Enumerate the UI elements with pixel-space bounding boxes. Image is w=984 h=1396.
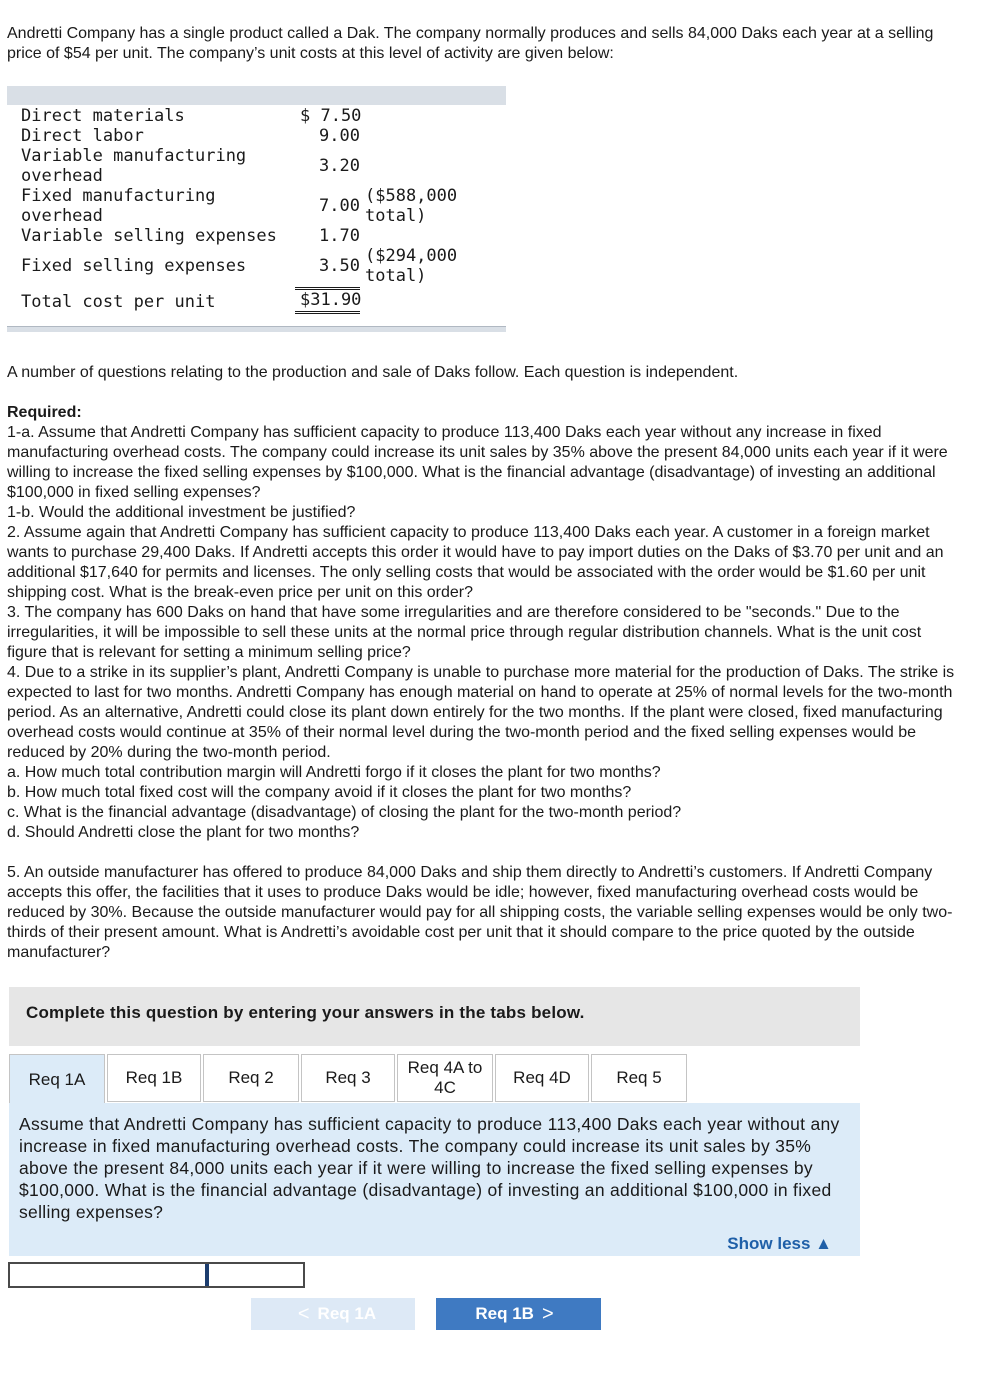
required-4b: b. How much total fixed cost will the company avoid if it closes the plant for two months? (7, 784, 632, 801)
unit-cost-table (7, 86, 506, 332)
table-header-bar (7, 86, 506, 105)
tab-label: Req 3 (325, 1068, 371, 1087)
cost-note-fixed-mfg-overhead-line1: ($588,000 (365, 186, 458, 206)
cost-label-direct-labor: Direct labor (21, 126, 144, 146)
required-2: 2. Assume again that Andretti Company has sufficient capacity to produce 113,400 Daks each year. A customer in a foreign market wants to purchase 29,400 Daks. If Andretti accepts this order it would have to pay import duties on the Daks of $3.70 per unit and an additional $17,640 for permits and licenses. The only selling costs that would be associated with the order would be $1.60 per unit shipping cost. What is the break-even price per unit on this order? (7, 524, 944, 601)
required-4c: c. What is the financial advantage (disadvantage) of closing the plant for the two-month period? (7, 804, 682, 821)
tab-req-4d[interactable] (495, 1054, 589, 1102)
required-4: 4. Due to a strike in its supplier’s plant, Andretti Company is unable to purchase more material for the production of Daks. The strike is expected to last for two months. Andretti Company has enough material on hand to operate at 25% of normal levels for the two-month period. As an alternative, Andretti could close its plant down entirely for the two months. If the plant were closed, fixed manufacturing overhead costs would continue at 35% of their normal level during the two-month period and the fixed selling expenses would be reduced by 20% during the two-month period. (7, 664, 955, 761)
tab-label: Req 2 (228, 1068, 274, 1087)
tab-label: Req 4D (513, 1068, 571, 1087)
cost-label-fixed-selling: Fixed selling expenses (21, 256, 247, 276)
tab-label: Req 5 (616, 1068, 662, 1087)
chevron-right-icon: > (541, 1302, 554, 1325)
required-4d: d. Should Andretti close the plant for two months? (7, 824, 360, 841)
questions-intro: A number of questions relating to the production and sale of Daks follow. Each question is independent. (7, 364, 739, 381)
answer-row (8, 1262, 305, 1288)
required-list (7, 403, 957, 843)
show-less-label: Show less (727, 1234, 811, 1253)
cost-label-fixed-mfg-overhead-line2: overhead (21, 206, 103, 226)
required-label: Required: (7, 404, 82, 421)
complete-prompt-bar (9, 987, 860, 1046)
chevron-left-icon: < (297, 1302, 310, 1325)
panel-question-text: Assume that Andretti Company has sufficient capacity to produce 113,400 Daks each year without any increase in fixed manufacturing overhead costs. The company could increase its unit sales by 35% above the present 84,000 units each year if it were willing to increase the fixed selling expenses by $100,000. What is the financial advantage (disadvantage) of investing an additional $100,000 in fixed selling expenses? (19, 1114, 840, 1222)
cost-label-variable-mfg-overhead-line2: overhead (21, 166, 103, 186)
required-5: 5. An outside manufacturer has offered to produce 84,000 Daks and ship them directly to Andretti’s customers. If Andretti Company accepts this offer, the facilities that it uses to produce Daks would be idle; however, fixed manufacturing overhead costs would be reduced by 30%. Because the outside manufacturer would pay for all shipping costs, the variable selling expenses would be only two-thirds of their present amount. What is Andretti’s avoidable cost per unit that it should compare to the price quoted by the outside manufacturer? (7, 864, 953, 961)
caret-up-icon: ▲ (815, 1234, 832, 1253)
complete-prompt: Complete this question by entering your answers in the tabs below. (26, 1003, 585, 1022)
tab-req-1b[interactable] (107, 1054, 201, 1102)
prev-button[interactable] (251, 1298, 415, 1330)
cost-note-fixed-mfg-overhead-line2: total) (365, 206, 427, 226)
tab-req-3[interactable] (301, 1054, 395, 1102)
tab-label-line2: 4C (434, 1078, 456, 1097)
cost-note-fixed-selling-line2: total) (365, 266, 427, 286)
total-double-underline (295, 311, 360, 314)
tab-label-line1: Req 4A to (407, 1058, 483, 1077)
required-4a: a. How much total contribution margin will Andretti forgo if it closes the plant for two months? (7, 764, 661, 781)
required-1b: 1-b. Would the additional investment be justified? (7, 504, 356, 521)
cost-value-variable-selling: 1.70 (319, 226, 360, 246)
cost-value-fixed-selling: 3.50 (319, 256, 360, 276)
tab-label: Req 1B (125, 1068, 183, 1087)
answer-value-input[interactable] (207, 1264, 305, 1286)
cost-label-total: Total cost per unit (21, 292, 216, 312)
cost-label-fixed-mfg-overhead-line1: Fixed manufacturing (21, 186, 216, 206)
show-less-link[interactable] (727, 1234, 832, 1254)
answer-label-input[interactable] (10, 1264, 207, 1286)
cost-value-direct-materials: $ 7.50 (300, 106, 362, 126)
required-1a: 1-a. Assume that Andretti Company has sufficient capacity to produce 113,400 Daks each year without any increase in fixed manufacturing overhead costs. The company could increase its unit sales by 35% above the present 84,000 units each year if it were willing to increase the fixed selling expenses by $100,000. What is the financial advantage (disadvantage) of investing an additional $100,000 in fixed selling expenses? (7, 424, 948, 501)
prev-button-label: Req 1A (317, 1304, 377, 1323)
cost-note-fixed-selling-line1: ($294,000 (365, 246, 458, 266)
cost-value-fixed-mfg-overhead: 7.00 (319, 196, 360, 216)
tab-req-2[interactable] (203, 1054, 299, 1102)
tab-req-5[interactable] (591, 1054, 687, 1102)
tab-label: Req 1A (28, 1070, 86, 1089)
table-footer-bar (7, 326, 506, 332)
cost-value-total: $31.90 (300, 290, 362, 310)
tab-req-4a-4c[interactable] (397, 1054, 493, 1102)
cost-label-variable-mfg-overhead-line1: Variable manufacturing (21, 146, 247, 166)
tab-panel-req-1a (9, 1103, 860, 1256)
cost-label-variable-selling: Variable selling expenses (21, 226, 277, 246)
required-3: 3. The company has 600 Daks on hand that have some irregularities and are therefore considered to be "seconds." Due to the irregularities, it will be impossible to sell these units at the normal price through regular distribution channels. What is the unit cost figure that is relevant for setting a minimum selling price? (7, 604, 922, 661)
tab-req-1a[interactable] (9, 1054, 105, 1105)
next-button[interactable] (436, 1298, 601, 1330)
cost-label-direct-materials: Direct materials (21, 106, 185, 126)
next-button-label: Req 1B (475, 1304, 534, 1323)
cost-value-variable-mfg-overhead: 3.20 (319, 156, 360, 176)
cost-value-direct-labor: 9.00 (319, 126, 360, 146)
intro-text: Andretti Company has a single product called a Dak. The company normally produces and sells 84,000 Daks each year at a selling price of $54 per unit. The company’s unit costs at this level of activity are given below: (7, 25, 934, 62)
